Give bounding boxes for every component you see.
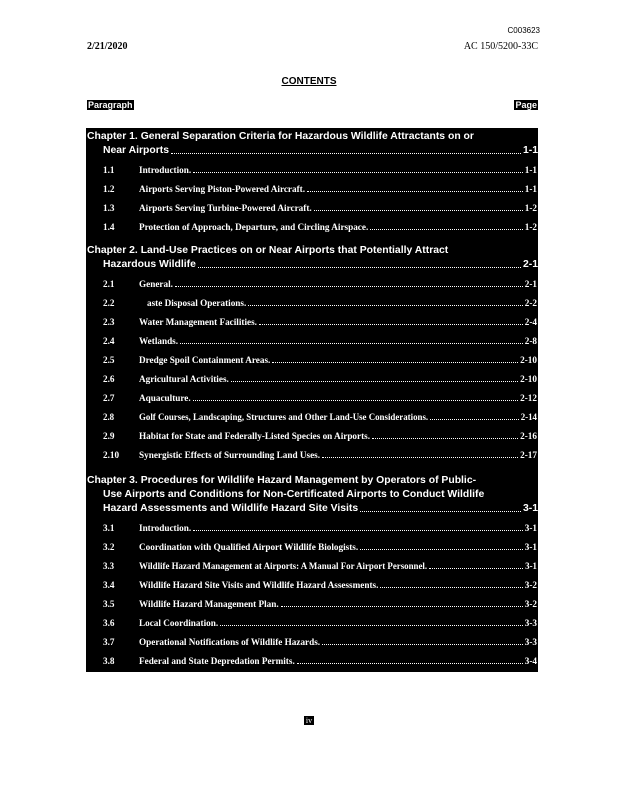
header-ac-number: AC 150/5200-33C [463,41,538,52]
toc-entry-2-9[interactable]: 2.9 Habitat for State and Federally-Listed Species on Airports. 2-16 [103,431,537,441]
toc-entry-1-3[interactable]: 1.3 Airports Serving Turbine-Powered Aircraft. 1-2 [103,203,537,213]
toc-entry-2-5[interactable]: 2.5 Dredge Spoil Containment Areas. 2-10 [103,355,537,365]
toc-entry-2-1[interactable]: 2.1 General. 2-1 [103,279,537,289]
toc-entry-2-8[interactable]: 2.8 Golf Courses, Landscaping, Structures and Other Land-Use Considerations. 2-14 [103,412,537,422]
toc-entry-2-6[interactable]: 2.6 Agricultural Activities. 2-10 [103,374,537,384]
chapter-2-heading[interactable]: Chapter 2. Land-Use Practices on or Near Airports that Potentially Attract Hazardous Wildlife 2-1 [87,245,538,270]
chapter-3-heading[interactable]: Chapter 3. Procedures for Wildlife Hazard Management by Operators of Public- Use Airports and Conditions for Non-Certificated Airports to Conduct Wildlife Hazard Assessments and Wildlife Hazard Site Visits 3-1 [87,475,538,514]
toc-entry-3-5[interactable]: 3.5 Wildlife Hazard Management Plan. 3-2 [103,599,537,609]
footer-page-number: iv [305,716,313,725]
toc-entry-2-3[interactable]: 2.3 Water Management Facilities. 2-4 [103,317,537,327]
toc-entry-3-2[interactable]: 3.2 Coordination with Qualified Airport Wildlife Biologists. 3-1 [103,542,537,552]
toc-entry-1-4[interactable]: 1.4 Protection of Approach, Departure, and Circling Airspace. 1-2 [103,222,537,232]
toc-entry-2-7[interactable]: 2.7 Aquaculture. 2-12 [103,393,537,403]
toc-entry-3-4[interactable]: 3.4 Wildlife Hazard Site Visits and Wildlife Hazard Assessments. 3-2 [103,580,537,590]
toc-entry-3-8[interactable]: 3.8 Federal and State Depredation Permits. 3-4 [103,656,537,666]
toc-entry-1-1[interactable]: 1.1 Introduction. 1-1 [103,165,537,175]
toc-entry-3-7[interactable]: 3.7 Operational Notifications of Wildlife Hazards. 3-3 [103,637,537,647]
column-header-paragraph: Paragraph [88,100,133,110]
toc-entry-1-2[interactable]: 1.2 Airports Serving Piston-Powered Aircraft. 1-1 [103,184,537,194]
toc-entry-3-3[interactable]: 3.3 Wildlife Hazard Management at Airports: A Manual For Airport Personnel. 3-1 [103,561,537,571]
toc-entry-2-4[interactable]: 2.4 Wetlands. 2-8 [103,336,537,346]
chapter-1-heading[interactable]: Chapter 1. General Separation Criteria for Hazardous Wildlife Attractants on or Near Airports 1-1 [87,131,538,156]
toc-block [86,128,538,672]
contents-heading: CONTENTS [281,76,337,87]
header-date: 2/21/2020 [87,41,128,52]
toc-entry-3-1[interactable]: 3.1 Introduction. 3-1 [103,523,537,533]
toc-entry-2-2[interactable]: 2.2 aste Disposal Operations. 2-2 [103,298,537,308]
toc-entry-2-10[interactable]: 2.10 Synergistic Effects of Surrounding Land Uses. 2-17 [103,450,537,460]
column-header-page: Page [515,100,537,110]
toc-entry-3-6[interactable]: 3.6 Local Coordination. 3-3 [103,618,537,628]
document-stamp: C003623 [507,26,540,35]
